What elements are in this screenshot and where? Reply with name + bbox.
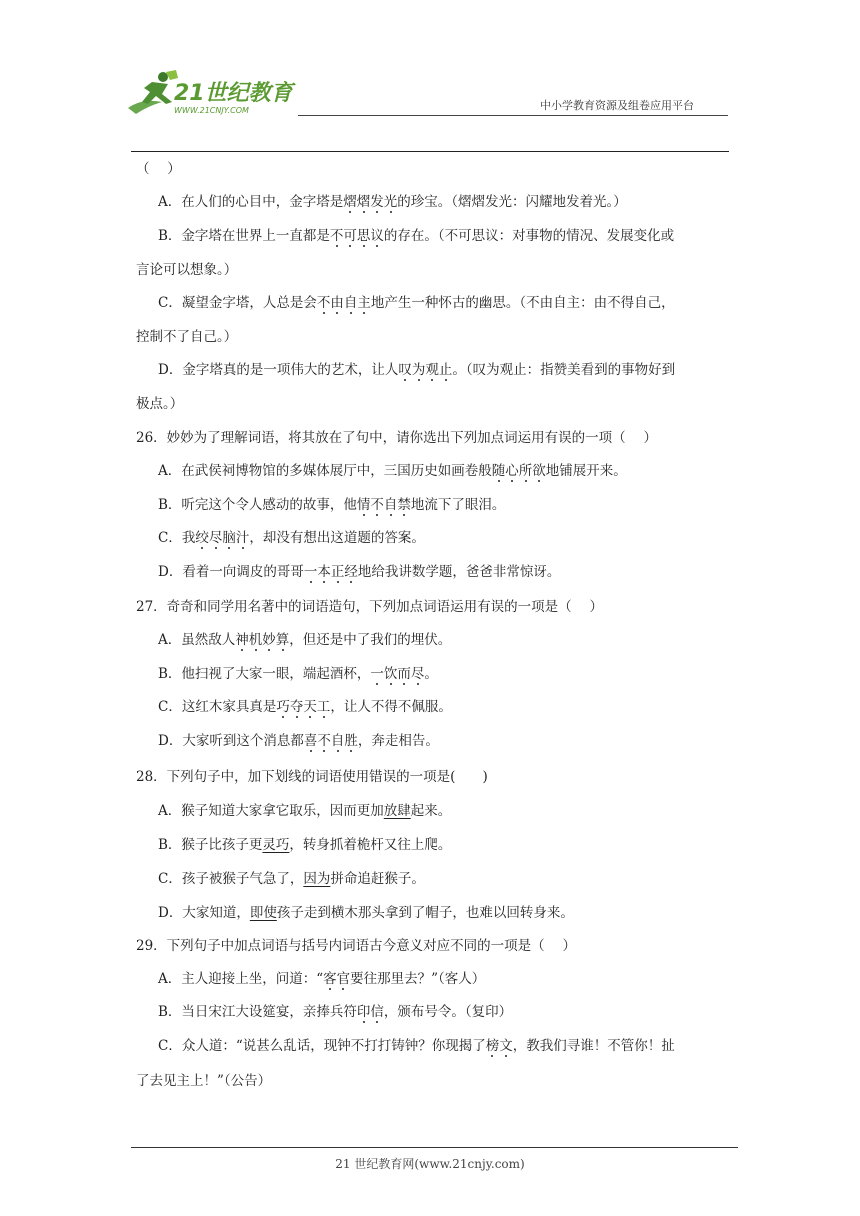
emphasized-word: 印信 xyxy=(356,1004,384,1020)
emphasized-word: 熠熠发光 xyxy=(343,194,398,210)
text-segment: A．虽然敌人 xyxy=(158,632,236,648)
text-segment: B．听完这个令人感动的故事，他 xyxy=(158,497,357,513)
emphasized-word: 情不自禁 xyxy=(356,497,411,513)
text-line xyxy=(158,835,451,855)
header-tagline: 中小学教育资源及组卷应用平台 xyxy=(540,99,694,112)
underlined-word: 因为 xyxy=(303,871,331,887)
text-segment: 27．奇奇和同学用名著中的词语造句，下列加点词语运用有误的一项是（ ） xyxy=(136,599,603,615)
text-segment: ，转身抓着桅杆又往上爬。 xyxy=(289,837,452,853)
page-header xyxy=(0,0,860,160)
text-segment: 28．下列句子中，加下划线的词语使用错误的一项是( ) xyxy=(136,769,488,785)
text-segment: C．孩子被猴子气急了， xyxy=(158,871,304,887)
text-line xyxy=(158,869,425,889)
text-segment: 孩子走到横木那头拿到了帽子，也难以回转身来。 xyxy=(276,905,574,921)
text-segment: ，让人不得不佩服。 xyxy=(330,699,452,715)
emphasized-word: 客官 xyxy=(323,971,351,987)
text-segment: 地给我讲数学题，爸爸非常惊讶。 xyxy=(357,564,561,580)
text-segment: 。 xyxy=(424,666,438,682)
text-line xyxy=(136,394,183,414)
text-segment: 了去见主上！”（公告） xyxy=(136,1073,272,1089)
text-line xyxy=(158,630,451,650)
footer-rule xyxy=(131,1147,738,1148)
text-segment: 拼命追赶猴子。 xyxy=(330,871,425,887)
text-line xyxy=(136,159,181,179)
text-segment: ，却没有想出这道题的答案。 xyxy=(249,530,425,546)
text-line xyxy=(158,801,451,821)
page-footer: 21 世纪教育网(www.21cnjy.com) xyxy=(335,1157,525,1171)
text-line xyxy=(136,936,576,956)
text-segment: 。（叹为观止：指赞美看到的事物好到 xyxy=(452,362,676,378)
underlined-word: 灵巧 xyxy=(262,837,290,853)
emphasized-word: 叹为观止 xyxy=(398,362,453,378)
text-segment: 地流下了眼泪。 xyxy=(410,497,506,513)
text-segment: A．在武侯祠博物馆的多媒体展厅中，三国历史如画卷般 xyxy=(158,463,492,479)
svg-text:21世纪教育: 21世纪教育 xyxy=(174,81,293,106)
text-segment: 要往那里去？”（客人） xyxy=(350,971,486,987)
svg-text:WWW.21CNJY.COM: WWW.21CNJY.COM xyxy=(174,106,249,115)
emphasized-word: 喜不自胜 xyxy=(303,733,358,749)
text-line xyxy=(158,360,675,380)
text-line xyxy=(158,461,627,481)
text-segment: 29．下列句子中加点词语与括号内词语古今意义对应不同的一项是（ ） xyxy=(136,938,576,954)
text-segment: C．我 xyxy=(158,530,196,546)
text-line xyxy=(158,1036,675,1056)
text-line xyxy=(158,1002,512,1022)
emphasized-word: 一本正经 xyxy=(303,564,358,580)
text-segment: 的存在。（不可思议：对事物的情况、发展变化或 xyxy=(383,228,675,244)
emphasized-word: 不由自主 xyxy=(316,295,371,311)
text-segment: 极点。） xyxy=(136,396,184,412)
text-line xyxy=(136,327,237,347)
text-segment: B．金字塔在世界上一直都是 xyxy=(158,228,330,244)
header-rule-thin xyxy=(298,115,728,116)
text-segment: 26．妙妙为了理解词语，将其放在了句中，请你选出下列加点词运用有误的一项（ ） xyxy=(136,430,657,446)
text-segment: C．凝望金字塔，人总是会 xyxy=(158,295,317,311)
emphasized-word: 神机妙算 xyxy=(235,632,290,648)
text-segment: C．众人道：“说甚么乱话，现钟不打打铸钟？你现揭了 xyxy=(158,1038,486,1054)
text-segment: ，但还是中了我们的埋伏。 xyxy=(289,632,452,648)
text-line xyxy=(158,192,627,212)
text-segment: 控制不了自己。） xyxy=(136,329,238,345)
text-segment: B．猴子比孩子更 xyxy=(158,837,263,853)
text-segment: A．在人们的心目中，金字塔是 xyxy=(158,194,344,210)
text-segment: D．大家知道， xyxy=(158,905,250,921)
text-line xyxy=(158,293,675,313)
text-segment: 的珍宝。（熠熠发光：闪耀地发着光。） xyxy=(397,194,627,210)
text-line xyxy=(158,226,674,246)
text-line xyxy=(136,260,237,280)
text-segment: ，教我们寻谁！不管你！扯 xyxy=(512,1038,675,1054)
emphasized-word: 巧夺天工 xyxy=(276,699,331,715)
text-line xyxy=(158,697,452,717)
text-segment: C．这红木家具真是 xyxy=(158,699,277,715)
emphasized-word: 一饮而尽 xyxy=(370,666,425,682)
emphasized-word: 不可思议 xyxy=(329,228,384,244)
text-segment: B．当日宋江大设筵宴，亲捧兵符 xyxy=(158,1004,357,1020)
text-segment: B．他扫视了大家一眼，端起酒杯， xyxy=(158,666,371,682)
text-line xyxy=(158,664,438,684)
emphasized-word: 绞尽脑汁 xyxy=(195,530,250,546)
text-line xyxy=(136,1071,271,1091)
header-rule xyxy=(131,151,729,152)
text-segment: ，奔走相告。 xyxy=(357,733,439,749)
underlined-word: 即使 xyxy=(249,905,277,921)
text-segment: D．大家听到这个消息都 xyxy=(158,733,304,749)
text-segment: 起来。 xyxy=(410,803,452,819)
emphasized-word: 随心所欲 xyxy=(491,463,546,479)
text-line xyxy=(158,903,574,923)
text-segment: 地铺展开来。 xyxy=(545,463,627,479)
text-segment: A．猴子知道大家拿它取乐，因而更加 xyxy=(158,803,384,819)
text-line xyxy=(158,528,425,548)
text-segment: D．金字塔真的是一项伟大的艺术，让人 xyxy=(158,362,399,378)
text-segment: （ ） xyxy=(136,161,181,177)
text-line xyxy=(158,562,560,582)
text-segment: 地产生一种怀古的幽思。（不由自主：由不得自己， xyxy=(370,295,675,311)
text-line xyxy=(158,969,485,989)
text-line xyxy=(158,731,439,751)
emphasized-word: 榜文 xyxy=(485,1038,513,1054)
text-segment: A．主人迎接上坐，问道：“ xyxy=(158,971,324,987)
text-segment: ，颁布号令。（复印） xyxy=(383,1004,513,1020)
text-line xyxy=(136,597,603,617)
text-segment: D．看着一向调皮的哥哥 xyxy=(158,564,304,580)
runner-logo-icon xyxy=(122,68,297,120)
underlined-word: 放肆 xyxy=(383,803,411,819)
logo xyxy=(122,68,297,120)
text-segment: 言论可以想象。） xyxy=(136,262,238,278)
text-line xyxy=(136,767,488,787)
text-line xyxy=(158,495,505,515)
text-line xyxy=(136,428,657,448)
